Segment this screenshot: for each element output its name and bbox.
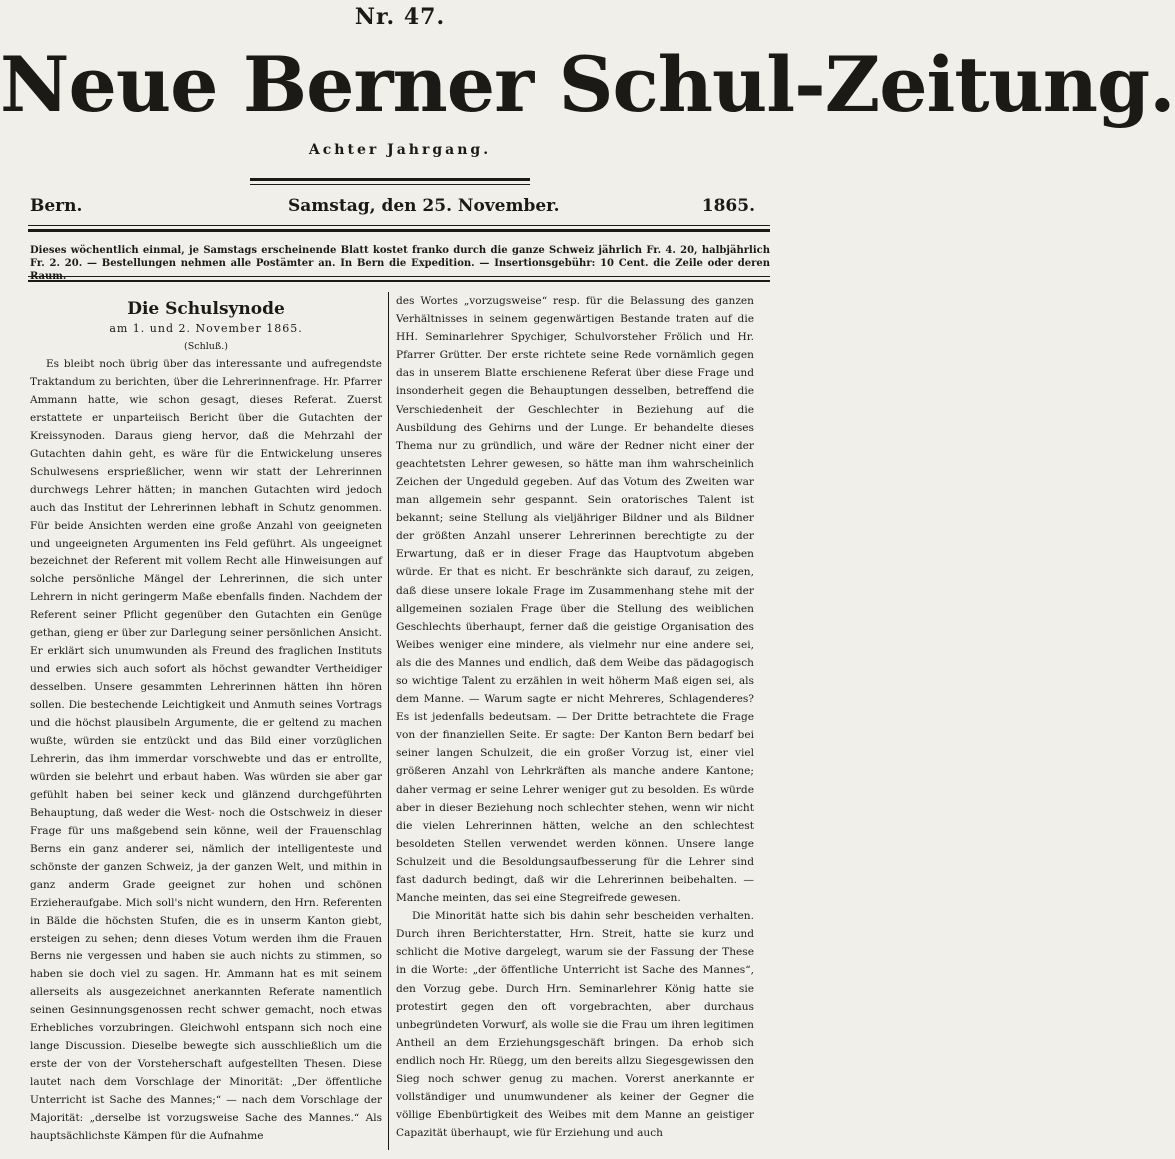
article-conclusion-mark: (Schluß.) [184, 341, 228, 352]
newspaper-title: Neue Berner Schul-Zeitung. [0, 40, 1175, 129]
top-rule-thin [250, 184, 530, 185]
year-number: 1865. [701, 196, 755, 216]
place: Bern. [30, 196, 83, 216]
column-right [396, 292, 754, 1142]
issue-number: Nr. 47. [354, 4, 446, 30]
dateline-rule-thick [28, 229, 770, 232]
top-rule-thick [250, 178, 530, 181]
article-title: Die Schulsynode [127, 299, 285, 319]
dateline-rule-thin [28, 225, 770, 226]
article-paragraph: des Wortes „vorzugsweise“ resp. für die Belassung des ganzen Verhältnisses in seinem gegenwärtigen Bestande traten auf die HH. Seminarlehrer Spychiger, Schulvorsteher Frölich und Hr. Pfarrer Grütter. Der erste richtete seine Rede vornämlich gegen das in unserem Blatte erschienene Referat über diese Frage und insonderheit gegen die Behauptungen desselben, betreffend die Verschiedenheit der Geschlechter in Beziehung auf die Ausbildung des Gehirns und der Lunge. Er behandelte dieses Thema nur zu gründlich, und wäre der Redner nicht einer der geachtetsten Lehrer gewesen, so hätte man ihm wahrscheinlich Zeichen der Ungeduld gegeben. Auf das Votum des Zweiten war man allgemein sehr gespannt. Sein oratorisches Talent ist bekannt; seine Stellung als vieljähriger Bildner und als Bildner der größten Anzahl unserer Lehrerinnen berechtigte zu der Erwartung, daß er in dieser Frage das Hauptvotum abgeben würde. Er that es nicht. Er beschränkte sich darauf, zu zeigen, daß diese unsere lokale Frage im Zusammenhang stehe mit der allgemeinen sozialen Frage über die Stellung des weiblichen Geschlechts überhaupt, ferner daß die geistige Organisation des Weibes weniger eine mindere, als vielmehr nur eine andere sei, als die des Mannes und endlich, daß dem Weibe das pädagogisch so wichtige Talent zu erzählen in weit höherm Maß eigen sei, als dem Manne. — Warum sagte er nicht Mehreres, Schlagenderes? Es ist jedenfalls bedeutsam. — Der Dritte betrachtete die Frage von der finanziellen Seite. Er sagte: Der Kanton Bern bedarf bei seiner langen Schulzeit, die ein großer Vorzug ist, einer viel größeren Anzahl von Lehrkräften als manche andere Kantone; daher vermag er seine Lehrer weniger gut zu besolden. Es würde aber in dieser Beziehung noch schlechter stehen, wenn wir nicht die vielen Lehrerinnen hätten, welche an den schlechtest besoldeten Stellen verwendet werden können. Unsere lange Schulzeit und die Besoldungsaufbesserung für die Lehrer sind fast dadurch bedingt, daß wir die Lehrerinnen beibehalten. — Manche meinten, das sei eine Stegreifrede gewesen. [396, 295, 754, 905]
column-divider [388, 292, 389, 1150]
subscription-notice: Dieses wöchentlich einmal, je Samstags erscheinende Blatt kostet franko durch die ganze Schweiz jährlich Fr. 4. 20, halbjährlich Fr. 2. 20. — Bestellungen nehmen alle Postämter an. In Bern die Expedition. — Insertionsgebühr: 10 Cent. die Zeile oder deren [30, 245, 770, 269]
notice-rule-thick [28, 280, 770, 282]
notice-rule-thin [28, 276, 770, 277]
article-date: am 1. und 2. November 1865. [109, 322, 303, 335]
article-paragraph: Es bleibt noch übrig über das interessante und aufregendste Traktandum zu berichten, über die Lehrerinnenfrage. Hr. Pfarrer Ammann hatte, wie schon gesagt, dieses Referat. Zuerst erstattete er unparteiisch Bericht über die Gutachten der Kreissynoden. Daraus gieng hervor, daß die Mehrzahl der Gutachten dahin geht, es wäre für die Entwickelung unseres Schulwesens ersprießlicher, wenn wir statt der Lehrerinnen durchwegs Lehrer hätten; in manchen Gutachten wird jedoch auch das Institut der Lehrerinnen lebhaft in Schutz genommen. Für beide Ansichten werden eine große Anzahl von geeigneten und ungeeigneten Argumenten ins Feld geführt. Als ungeeignet bezeichnet der Referent mit vollem Recht alle Hinweisungen auf solche persönliche Mängel der Lehrerinnen, die sich unter Lehrern in nicht geringerm Maße ebenfalls finden. Nachdem der Referent seiner Pflicht gegenüber den Gutachten ein Genüge gethan, gieng er über zur Darlegung seiner persönlichen Ansicht. Er erklärt sich unumwunden als Freund des fraglichen Instituts und erwies sich auch sofort als höchst gewandter Vertheidiger desselben. Unsere gesammten Lehrerinnen hätten ihn hören sollen. Die bestechende Leichtigkeit und Anmuth seines Vortrags und die höchst plausibeln Argumente, die er geltend zu machen wußte, würden sie entzückt und das Bild einer vorzüglichen Lehrerin, das ihm immerdar vorschwebte und das er entrollte, würden sie belehrt und erbaut haben. Was würden sie aber gar gefühlt haben bei seiner keck und glänzend durchgeführten Behauptung, daß weder die West- noch die Ostschweiz in dieser Frage für uns maßgebend sein könne, weil der Frauenschlag Berns ein ganz anderer sei, nämlich der intelligenteste und schönste der ganzen Schweiz, ja der ganzen Welt, und mithin in ganz anderm Grade geeignet zur hohen und schönen Erzieheraufgabe. Mich soll's nicht wundern, den Hrn. Referenten in Bälde die höchsten Stufen, die es in unserm Kanton giebt, ersteigen zu sehen; denn dieses Votum werden ihm die Frauen Berns nie vergessen und haben sie auch nichts zu stimmen, so haben sie doch viel zu sagen. Hr. Ammann hat es mit seinem allerseits als ausgezeichnet anerkannten Referate namentlich seinen Gesinnungsgenossen recht schwer gemacht, noch etwas Erhebliches vorzubringen. Gleichwohl entspann sich noch eine lange Discussion. Dieselbe bewegte sich ausschließlich um die erste der von der Vorsteherschaft aufgestellten Thesen. Diese lautet nach dem Vorschlage der Minorität: „Der öffentliche Unterricht ist Sache des Mannes;“ — nach dem Vorschlage der Majorität: „derselbe ist vorzugsweise Sache des Mannes.“ Als hauptsächlichste Kämpen für die Aufnahme [30, 358, 382, 1142]
column-left [30, 292, 382, 1146]
volume-year: Achter Jahrgang. [308, 142, 492, 158]
article-paragraph: Die Minorität hatte sich bis dahin sehr bescheiden verhalten. Durch ihren Berichterstatter, Hrn. Streit, hatte sie kurz und schlicht die Motive dargelegt, warum sie der Fassung der These in die Worte: „der öffentliche Unterricht ist Sache des Mannes“, den Vorzug gebe. Durch Hrn. Seminarlehrer König hatte sie protestirt gegen den oft vorgebrachten, aber durchaus unbegründeten Vorwurf, als wolle sie die Frau um ihren legitimen Antheil an dem Erziehungsgeschäft bringen. Da erhob sich endlich noch Hr. Rüegg, um den bereits allzu Siegesgewissen den Sieg noch schwer genug zu machen. Vorerst anerkannte er vollständiger und unumwundener als keiner der Gegner die völlige Ebenbürtigkeit des Weibes mit dem Manne an geistiger Capazität überhaupt, wie für Erziehung und auch [396, 910, 754, 1140]
issue-date: Samstag, den 25. November. [288, 196, 560, 216]
dateline [30, 196, 755, 218]
